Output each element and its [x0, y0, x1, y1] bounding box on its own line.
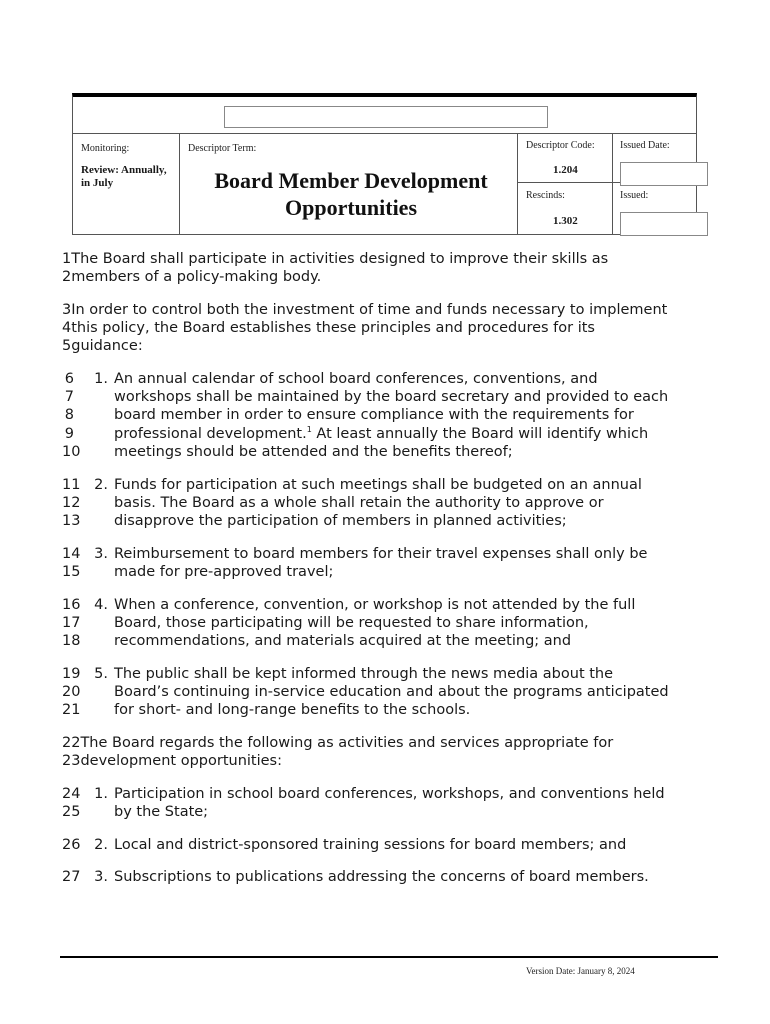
title-line-2: Opportunities — [284, 195, 418, 220]
issued-date-label: Issued Date: — [620, 140, 670, 151]
line-number: 27 — [62, 869, 81, 886]
line-text: meetings should be attended and the benefits thereof; — [114, 443, 513, 460]
line-text: Reimbursement to board members for their travel expenses shall only be — [114, 545, 648, 562]
descriptor-term-label: Descriptor Term: — [188, 143, 257, 154]
line-number: 10 — [62, 443, 81, 460]
line-text: disapprove the participation of members in planned activities; — [114, 512, 567, 529]
list-item-text — [114, 868, 649, 886]
column-divider — [612, 133, 613, 234]
descriptor-code-label: Descriptor Code: — [526, 140, 595, 151]
line-number: 2 — [62, 269, 72, 286]
line-number: 9 — [64, 425, 74, 442]
line-numbers — [62, 665, 81, 720]
line-number: 13 — [62, 512, 81, 529]
line-text: development opportunities: — [80, 752, 282, 769]
line-text: Board’s continuing in-service education and about the programs anticipated — [114, 683, 669, 700]
paragraph-1 — [62, 250, 712, 286]
line-text: members of a policy-making body. — [71, 269, 322, 286]
list-item-text — [114, 665, 669, 720]
line-numbers — [62, 836, 81, 854]
line-number: 22 — [62, 734, 81, 751]
line-text: for short- and long-range benefits to the schools. — [114, 702, 471, 719]
line-text: Funds for participation at such meetings shall be budgeted on an annual — [114, 476, 642, 493]
line-text: When a conference, convention, or workshop is not attended by the full — [114, 596, 636, 613]
rescinds-label: Rescinds: — [526, 190, 565, 201]
line-text: made for pre-approved travel; — [114, 563, 334, 580]
line-number: 4 — [62, 320, 72, 337]
text-line — [62, 319, 712, 337]
footnote-reference[interactable]: 1 — [306, 424, 312, 434]
line-text: The Board shall participate in activities designed to improve their skills as — [71, 251, 609, 267]
line-number: 19 — [62, 665, 81, 682]
line-text-part: professional development. — [114, 425, 307, 442]
list-item — [62, 596, 712, 651]
list-marker: 2. — [94, 476, 108, 493]
line-number: 17 — [62, 614, 81, 631]
line-number: 6 — [64, 371, 74, 388]
list-item-text — [114, 370, 668, 461]
descriptor-code: 1.204 — [553, 164, 578, 176]
issued-date-field[interactable] — [620, 162, 708, 186]
line-number: 5 — [62, 338, 72, 355]
list-item-text — [114, 545, 647, 581]
line-number: 26 — [62, 836, 81, 853]
list-marker: 2. — [94, 836, 108, 853]
line-number: 11 — [62, 476, 81, 493]
line-text: The Board regards the following as activities and services appropriate for — [80, 734, 614, 751]
line-text-part: At least annually the Board will identify which — [311, 425, 649, 442]
issued-field[interactable] — [620, 212, 708, 236]
line-number: 12 — [62, 494, 81, 511]
line-text: Board, those participating will be requested to share information, — [114, 614, 589, 631]
monitoring-label: Monitoring: — [81, 143, 130, 154]
list-item — [62, 868, 712, 886]
list-marker: 4. — [94, 596, 108, 613]
line-numbers — [62, 476, 81, 531]
text-line — [62, 752, 712, 770]
text-line — [62, 268, 712, 286]
review-line-1: Review: Annually, — [81, 164, 167, 176]
header-top-field[interactable] — [224, 106, 548, 128]
header-divider — [73, 133, 696, 134]
line-number: 21 — [62, 702, 81, 719]
line-numbers — [62, 868, 81, 886]
line-text: board member in order to ensure compliance with the requirements for — [114, 407, 634, 424]
line-text: guidance: — [71, 338, 143, 355]
list-marker: 1. — [94, 371, 108, 388]
line-numbers — [62, 785, 81, 821]
line-number: 24 — [62, 785, 81, 802]
policy-body — [62, 250, 712, 901]
line-number: 15 — [62, 563, 81, 580]
column-divider — [179, 133, 180, 234]
line-number: 14 — [62, 545, 81, 562]
line-text: workshops shall be maintained by the board secretary and provided to each — [114, 389, 669, 406]
line-text: In order to control both the investment of time and funds necessary to implement — [71, 301, 668, 318]
text-line — [62, 250, 712, 268]
line-number: 1 — [62, 251, 72, 267]
issued-label: Issued: — [620, 190, 649, 201]
line-number: 23 — [62, 752, 81, 769]
review-schedule — [81, 164, 167, 190]
line-number: 18 — [62, 632, 81, 649]
paragraph-3 — [62, 734, 712, 770]
list-item — [62, 370, 712, 461]
line-text: An annual calendar of school board conferences, conventions, and — [114, 371, 598, 388]
line-text: The public shall be kept informed through the news media about the — [114, 665, 614, 682]
line-number: 25 — [62, 803, 81, 820]
text-line — [62, 301, 712, 319]
line-number: 20 — [62, 683, 81, 700]
list-marker: 1. — [94, 785, 108, 802]
line-text: Participation in school board conferences, workshops, and conventions held — [114, 785, 665, 802]
line-numbers — [62, 596, 81, 651]
line-text: Subscriptions to publications addressing the concerns of board members. — [114, 869, 649, 886]
line-text: by the State; — [114, 803, 209, 820]
line-text — [114, 425, 668, 443]
list-item — [62, 836, 712, 854]
line-text: Local and district-sponsored training sessions for board members; and — [114, 836, 627, 853]
list-marker: 3. — [94, 545, 108, 562]
line-text: this policy, the Board establishes these principles and procedures for its — [71, 320, 595, 337]
list-item — [62, 665, 712, 720]
list-item-text — [114, 836, 626, 854]
list-item-text — [114, 785, 665, 821]
rescinds-value: 1.302 — [553, 215, 578, 227]
list-item-text — [114, 596, 635, 651]
text-line — [62, 734, 712, 752]
version-date: Version Date: January 8, 2024 — [526, 966, 635, 976]
list-marker: 5. — [94, 665, 108, 682]
text-line — [62, 337, 712, 355]
line-number: 16 — [62, 596, 81, 613]
line-numbers — [62, 370, 81, 461]
title-line-1: Board Member Development — [214, 168, 488, 193]
line-number: 3 — [62, 301, 72, 318]
list-item-text — [114, 476, 642, 531]
list-item — [62, 476, 712, 531]
list-item — [62, 545, 712, 581]
line-number: 8 — [64, 407, 74, 424]
list-marker: 3. — [94, 869, 108, 886]
line-text: recommendations, and materials acquired at the meeting; and — [114, 632, 572, 649]
line-numbers — [62, 545, 81, 581]
line-number: 7 — [64, 389, 74, 406]
list-item — [62, 785, 712, 821]
review-line-2: in July — [81, 177, 114, 189]
policy-header-table — [72, 93, 697, 235]
footer-rule — [60, 956, 718, 958]
policy-title — [181, 167, 521, 221]
paragraph-2 — [62, 301, 712, 356]
line-text: basis. The Board as a whole shall retain the authority to approve or — [114, 494, 604, 511]
